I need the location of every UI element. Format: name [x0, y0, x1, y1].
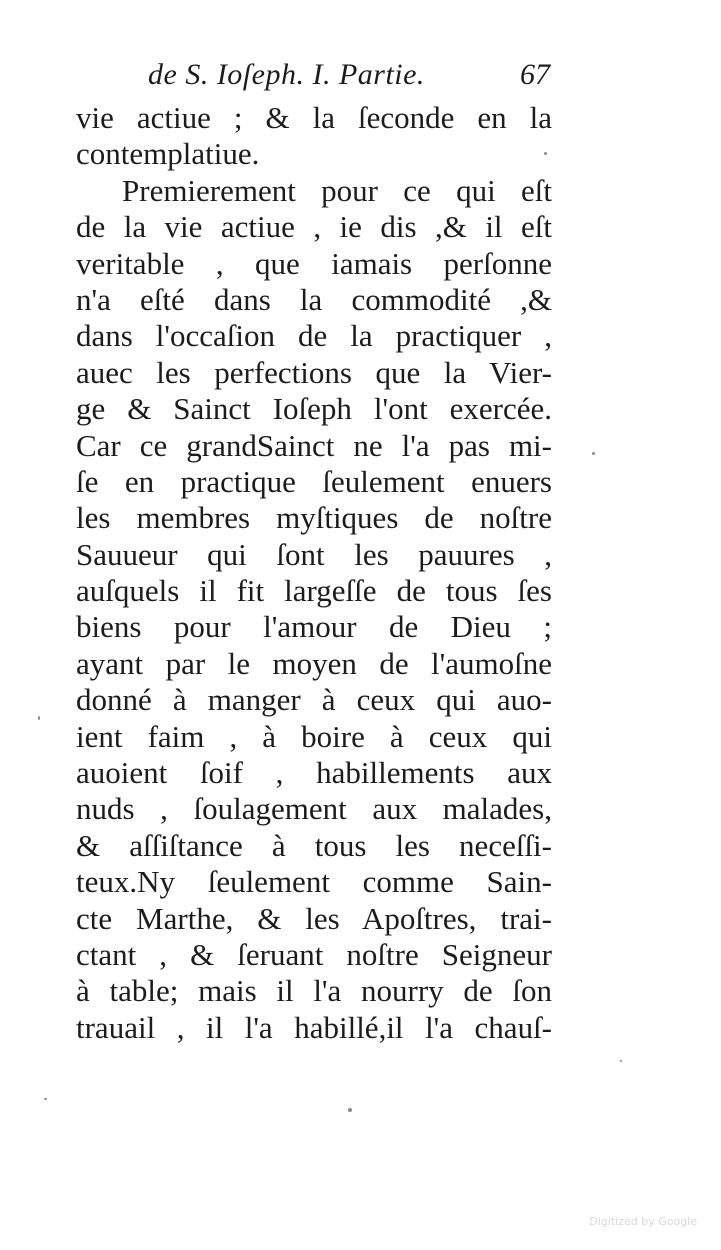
- text-line: veritable , que iamais perſonne: [76, 245, 552, 281]
- digitization-watermark: Digitized by Google: [589, 1215, 697, 1228]
- text-line: ge & Sainct Ioſeph l'ont exercée.: [76, 391, 552, 427]
- text-line: vie actiue ; & la ſeconde en la: [76, 100, 552, 135]
- running-head: de S. Ioſeph. I. Partie.: [148, 58, 425, 91]
- text-line: contemplatiue.: [76, 136, 260, 172]
- text-line: & aſſiſtance à tous les neceſſi-: [76, 827, 552, 863]
- page-number: 67: [520, 58, 550, 91]
- text-line: à table; mais il l'a nourry de ſon: [76, 973, 552, 1009]
- text-line: biens pour l'amour de Dieu ;: [76, 609, 552, 645]
- text-line: ayant par le moyen de l'aumoſne: [76, 645, 552, 681]
- body-text: [76, 100, 552, 1046]
- paper-speck: [44, 1098, 47, 1100]
- text-line: ient faim , à boire à ceux qui: [76, 718, 552, 754]
- text-line: nuds , ſoulagement aux malades,: [76, 791, 552, 827]
- text-line: Sauueur qui ſont les pauures ,: [76, 536, 552, 572]
- text-line: ctant , & ſeruant noſtre Seigneur: [76, 936, 552, 972]
- text-line: auſquels il fit largeſſe de tous ſes: [76, 573, 552, 609]
- text-line: Premierement pour ce qui eſt: [122, 172, 552, 208]
- text-line: auec les perfections que la Vier-: [76, 354, 552, 390]
- text-line: ſe en practique ſeulement enuers: [76, 463, 552, 499]
- text-line: auoient ſoif , habillements aux: [76, 755, 552, 791]
- text-line: de la vie actiue , ie dis ,& il eſt: [76, 209, 552, 245]
- paper-speck: [592, 452, 595, 455]
- page-header: [140, 58, 550, 94]
- text-line: donné à manger à ceux qui auo-: [76, 682, 552, 718]
- paper-speck: [620, 1060, 622, 1062]
- paper-speck: [38, 716, 40, 720]
- paper-speck: [544, 152, 547, 155]
- text-line: trauail , il l'a habillé,il l'a chauſ-: [76, 1009, 552, 1045]
- text-line: dans l'occaſion de la practiquer ,: [76, 318, 552, 354]
- text-line: les membres myſtiques de noſtre: [76, 500, 552, 536]
- text-line: teux.Ny ſeulement comme Sain-: [76, 864, 552, 900]
- paper-speck: [348, 1108, 352, 1112]
- text-line: Car ce grandSainct ne l'a pas mi-: [76, 427, 552, 463]
- text-line: n'a eſté dans la commodité ,&: [76, 281, 552, 317]
- text-line: cte Marthe, & les Apoſtres, trai-: [76, 900, 552, 936]
